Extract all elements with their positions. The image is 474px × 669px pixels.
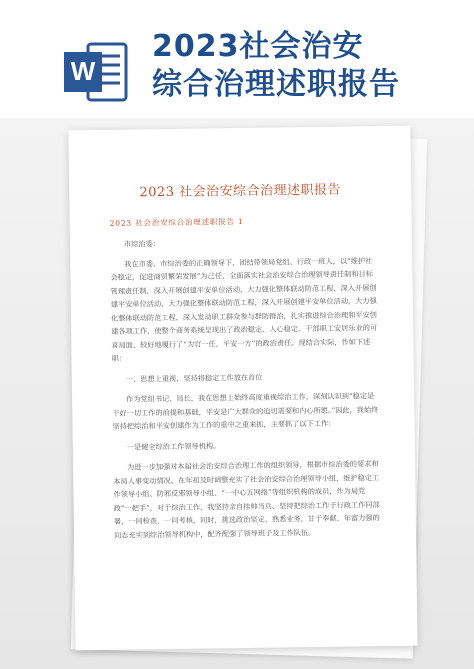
section-heading-1: 一、思想上重视，坚持将稳定工作放在首位 (125, 372, 263, 384)
paragraph-thought: 作为党组书记、局长，我在思想上始终高度重视综治工作，深刻认识到“稳定是干好一切工作的前提和基础，平安是广大群众的迫切需要和内心所愿。”因此，我始终坚持把综治和平安创建作为工作的重中之重来抓，主要抓了以下工作： (112, 391, 379, 431)
banner-title (152, 28, 452, 104)
header-banner (0, 0, 474, 118)
svg-text:W: W (70, 56, 96, 86)
banner-title-line1: 2023社会治安 (152, 29, 364, 64)
document-page (68, 126, 417, 651)
paragraph-organization: 为进一步加强对本届社会治安综合治理工作的组织领导，根据市综治委的要求和本局人事变动情况，在年初及时调整充实了社会治安综合治理领导小组，维护稳定工作领导小组、防邪反邪领导小组、“一中心五网络”等组织机构的成员，作为局党政“一把手”，对于综治工作，我坚持亲自挂帅当兵、坚持把综治工作于行政工作同部署，一同检查，一同考核，同时，挑选政治坚定、熟悉业务，甘于奉献、年富力强的同志充实到综治领导机构中，配齐配强了领导班子及工作队伍。 (113, 459, 380, 540)
document-title: 2023 社会治安综合治理述职报告 (139, 182, 342, 201)
paragraph-intro: 我在市委、市综治委的正确领导下，团结带领局党组、行政一班人，以“维护社会稳定，促进商贸繁荣发展”为己任，全面落实社会治安综合治理领导责任制和目标管理责任制，深入开展创建平安单位活动，大力强化整体联动防范工程，深入开展创建平安单位活动，大力强化整体联动防范工程，深入开展创建平安单位活动，大力强化整体联动防范工程，深入发动职工群众参与群防群治，扎实推进综合治理和平安创建各项工作，使整个商务系统呈现出了政治稳定、人心稳定、干部职工安居乐业的可喜局面，较好地履行了“为官一任，平安一方”的政治责任。现结合实际，作如下述职： (110, 255, 378, 363)
salutation: 市综治委： (123, 239, 160, 249)
document-body (110, 234, 382, 549)
document-subtitle: 2023 社会治安综合治理述职报告 1 (109, 216, 244, 228)
banner-title-line2: 综合治理述职报告 (152, 67, 400, 102)
word-doc-icon (62, 38, 130, 106)
sub-heading-1: 一是健全综治工作领导机构。 (126, 440, 221, 452)
